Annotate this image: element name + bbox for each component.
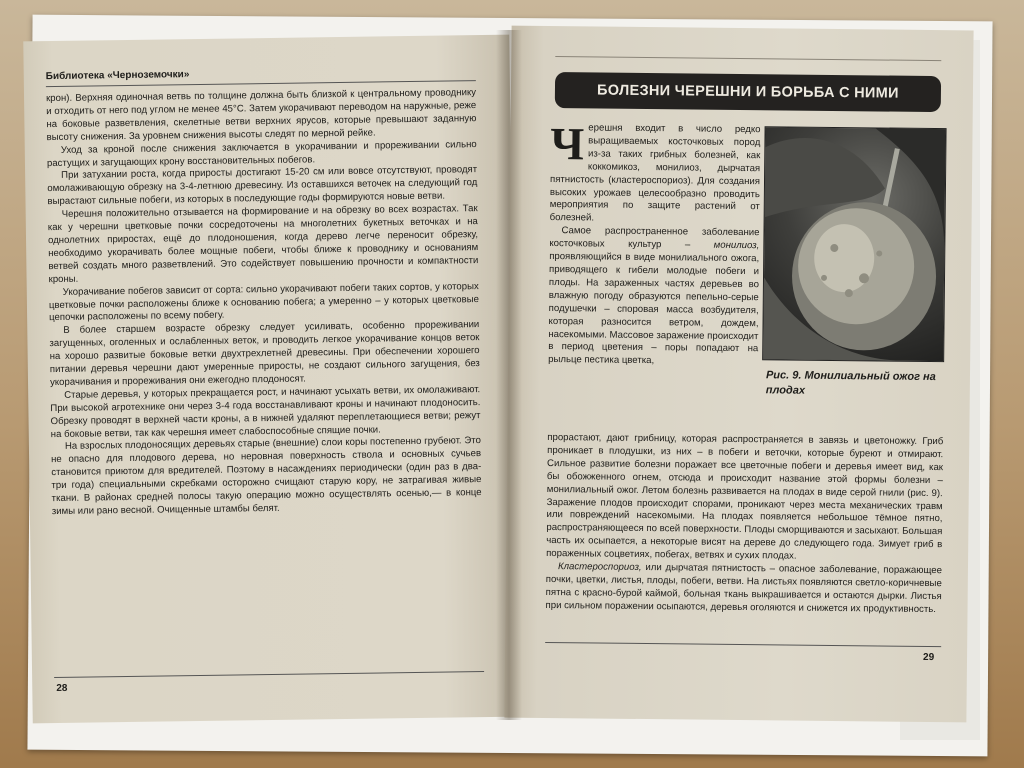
page-number: 29: [922, 651, 935, 664]
drop-cap: Ч: [550, 118, 585, 170]
paragraph: Укорачивание побегов зависит от сорта: сильно укорачивают побеги таких сортов, у которых цветковые почки расположены ближе к основанию побега; а умеренно – у которых цветковые цепочки расположены по всему побегу.: [48, 280, 479, 324]
paragraph: При затухании роста, когда приросты достигают 15-20 см или вовсе отсутствуют, проводят омолаживающую обрезку на 3-4-летнюю древесину. Из оставшихся веточек на следующий год вырастают сильные побеги, из которых в последующие годы формируются новые ветви.: [47, 164, 478, 208]
paragraph: прорастают, дают грибницу, которая распространяется в завязь и цветоножку. Гриб проникает в плодушки, из них – в побеги и веточки, которые буреют и отмирают. Сильное развитие болезни поражает все цветочные побеги и деревья имеет вид, как бы обожженного огнем, отсюда и происходит название этой формы болезни – монилиальный ожог. Летом болезнь развивается на плодах в виде серой гнили (рис. 9). Заражение плодов происходит спорами, проникают через места механических травм или повреждений насекомыми. На плодах появляется небольшое тёмное пятно, распространяющееся по всей поверхности. Плоды сморщиваются и засыхают. Большая часть их осыпается, а некоторые висят на дереве до следующего года. Зимует гриб в пораженных соцветиях, побегах, ветвях и сухих плодах.: [546, 431, 944, 562]
figure-photo: [762, 126, 946, 362]
paragraph: На взрослых плодоносящих деревьях старые (внешние) слои коры постепенно грубеют. Это не опасно для плодового дерева, но неровная поверхность ствола и основных сучьев становится приютом для вредителей. Поэтому в насаждениях периодически (один раз в два-три года) специальными скребками осторожно счищают старую кору, не затрагивая живые ткани. В районах средней полосы такую операцию можно осуществлять осенью,— в конце зимы или рано весной. Очищенные штамбы белят.: [51, 435, 482, 518]
header-rule: [555, 56, 941, 61]
intro-paragraph: Самое распространенное заболевание косточковых культур – монилиоз, проявляющийся в виде монилиального ожога, приводящего к гибели молодые побеги и плоды. На зараженных частях деревьев во влажную погоду образуются пепельно-серые подушечки – споровая масса возбудителя, которая разносится ветром, дождем, насекомыми. Массовое заражение происходит в период цветения – поры попадают на рыльце пестика цветка,: [548, 225, 760, 367]
paragraph: В более старшем возрасте обрезку следует усиливать, особенно прореживании загущенных, оголенных и ослабленных веток, и проводить легкое укорачивание концов веток на хорошо развитые боковые ветки двухтрехлетней древесины. При обеспечении хорошего питании деревья черешни дают умеренные приросты, не создают сильного загущения, без укорачивания и прореживания они ежегодно плодоносят.: [49, 319, 480, 389]
paragraph: Кластероспориоз, или дырчатая пятнистость – опасное заболевание, поражающее почки, цветки, листья, плоды, побеги, ветви. На листьях появляются светло-коричневые пятна с красно-бурой каймой, больная ткань выкрашивается и остаются дырки. Листья при сильном поражении осыпаются, деревья оголяются и снижется их продуктивность.: [545, 561, 943, 615]
left-page: [23, 35, 518, 724]
figure-caption: Рис. 9. Монилиальный ожог на плодах: [765, 369, 936, 397]
rotten-cherry-image: [763, 127, 945, 361]
left-body: [46, 87, 482, 519]
book-spine: [496, 30, 522, 720]
paragraph: крон). Верхняя одиночная ветвь по толщине должна быть близкой к центральному проводнику и отходить от него под углом не менее 45°С. Затем укорачивают переводом на наружные, реже на боковые разветвления, скелетные ветви верхних ярусов, которые превышают заданную высоту снижения. За уровнем снижения высоты следят по мерной рейке.: [45, 87, 477, 143]
paragraph: Старые деревья, у которых прекращается рост, и начинают усыхать ветви, их омолаживают. При высокой агротехнике они через 3-4 года восстанавливают кроны и начинают плодоносить. Обрезку проводят в верхней части кроны, а в нижней удаляют переплетающиеся ветви; режут на боковые ветви, так как черешня имеет слабоспособные спящие почки.: [50, 383, 481, 440]
right-body: [545, 432, 943, 617]
intro-paragraph: Черешня входит в число редко выращиваемых косточковых пород из-за таких грибных болезней, как коккомикоз, монилиоз, дырчатая пятнистость (кластероспориоз). Для создания высоких урожаев целесообразно проводить мероприятия по защите растений от болезней.: [549, 118, 761, 224]
footer-rule: [54, 671, 484, 678]
paragraph: Уход за кроной после снижения заключается в укорачивании и прореживании сильно растущих и загущающих крону восстановительных побегов.: [46, 138, 477, 169]
intro-column: [548, 118, 761, 369]
right-page: [504, 26, 973, 723]
running-head: Библиотека «Черноземочки»: [45, 69, 190, 83]
paragraph: Черешня положительно отзывается на формирование и на обрезку во всех возрастах. Так как у черешни цветковые почки сосредоточены на многолетних букетных веточках и на однолетних приростах, ещё до плодоношения, когда дерево легче переносит обрезку, необходимо укорачивать более мощные побеги, чтобы ближе к проводнику и основаниям ветвей создать много разветвлений. Это содействует повышению прочности и компактности кроны.: [47, 203, 479, 285]
section-title: БОЛЕЗНИ ЧЕРЕШНИ И БОРЬБА С НИМИ: [555, 72, 941, 112]
footer-rule: [545, 642, 941, 647]
page-number: 28: [56, 682, 68, 695]
